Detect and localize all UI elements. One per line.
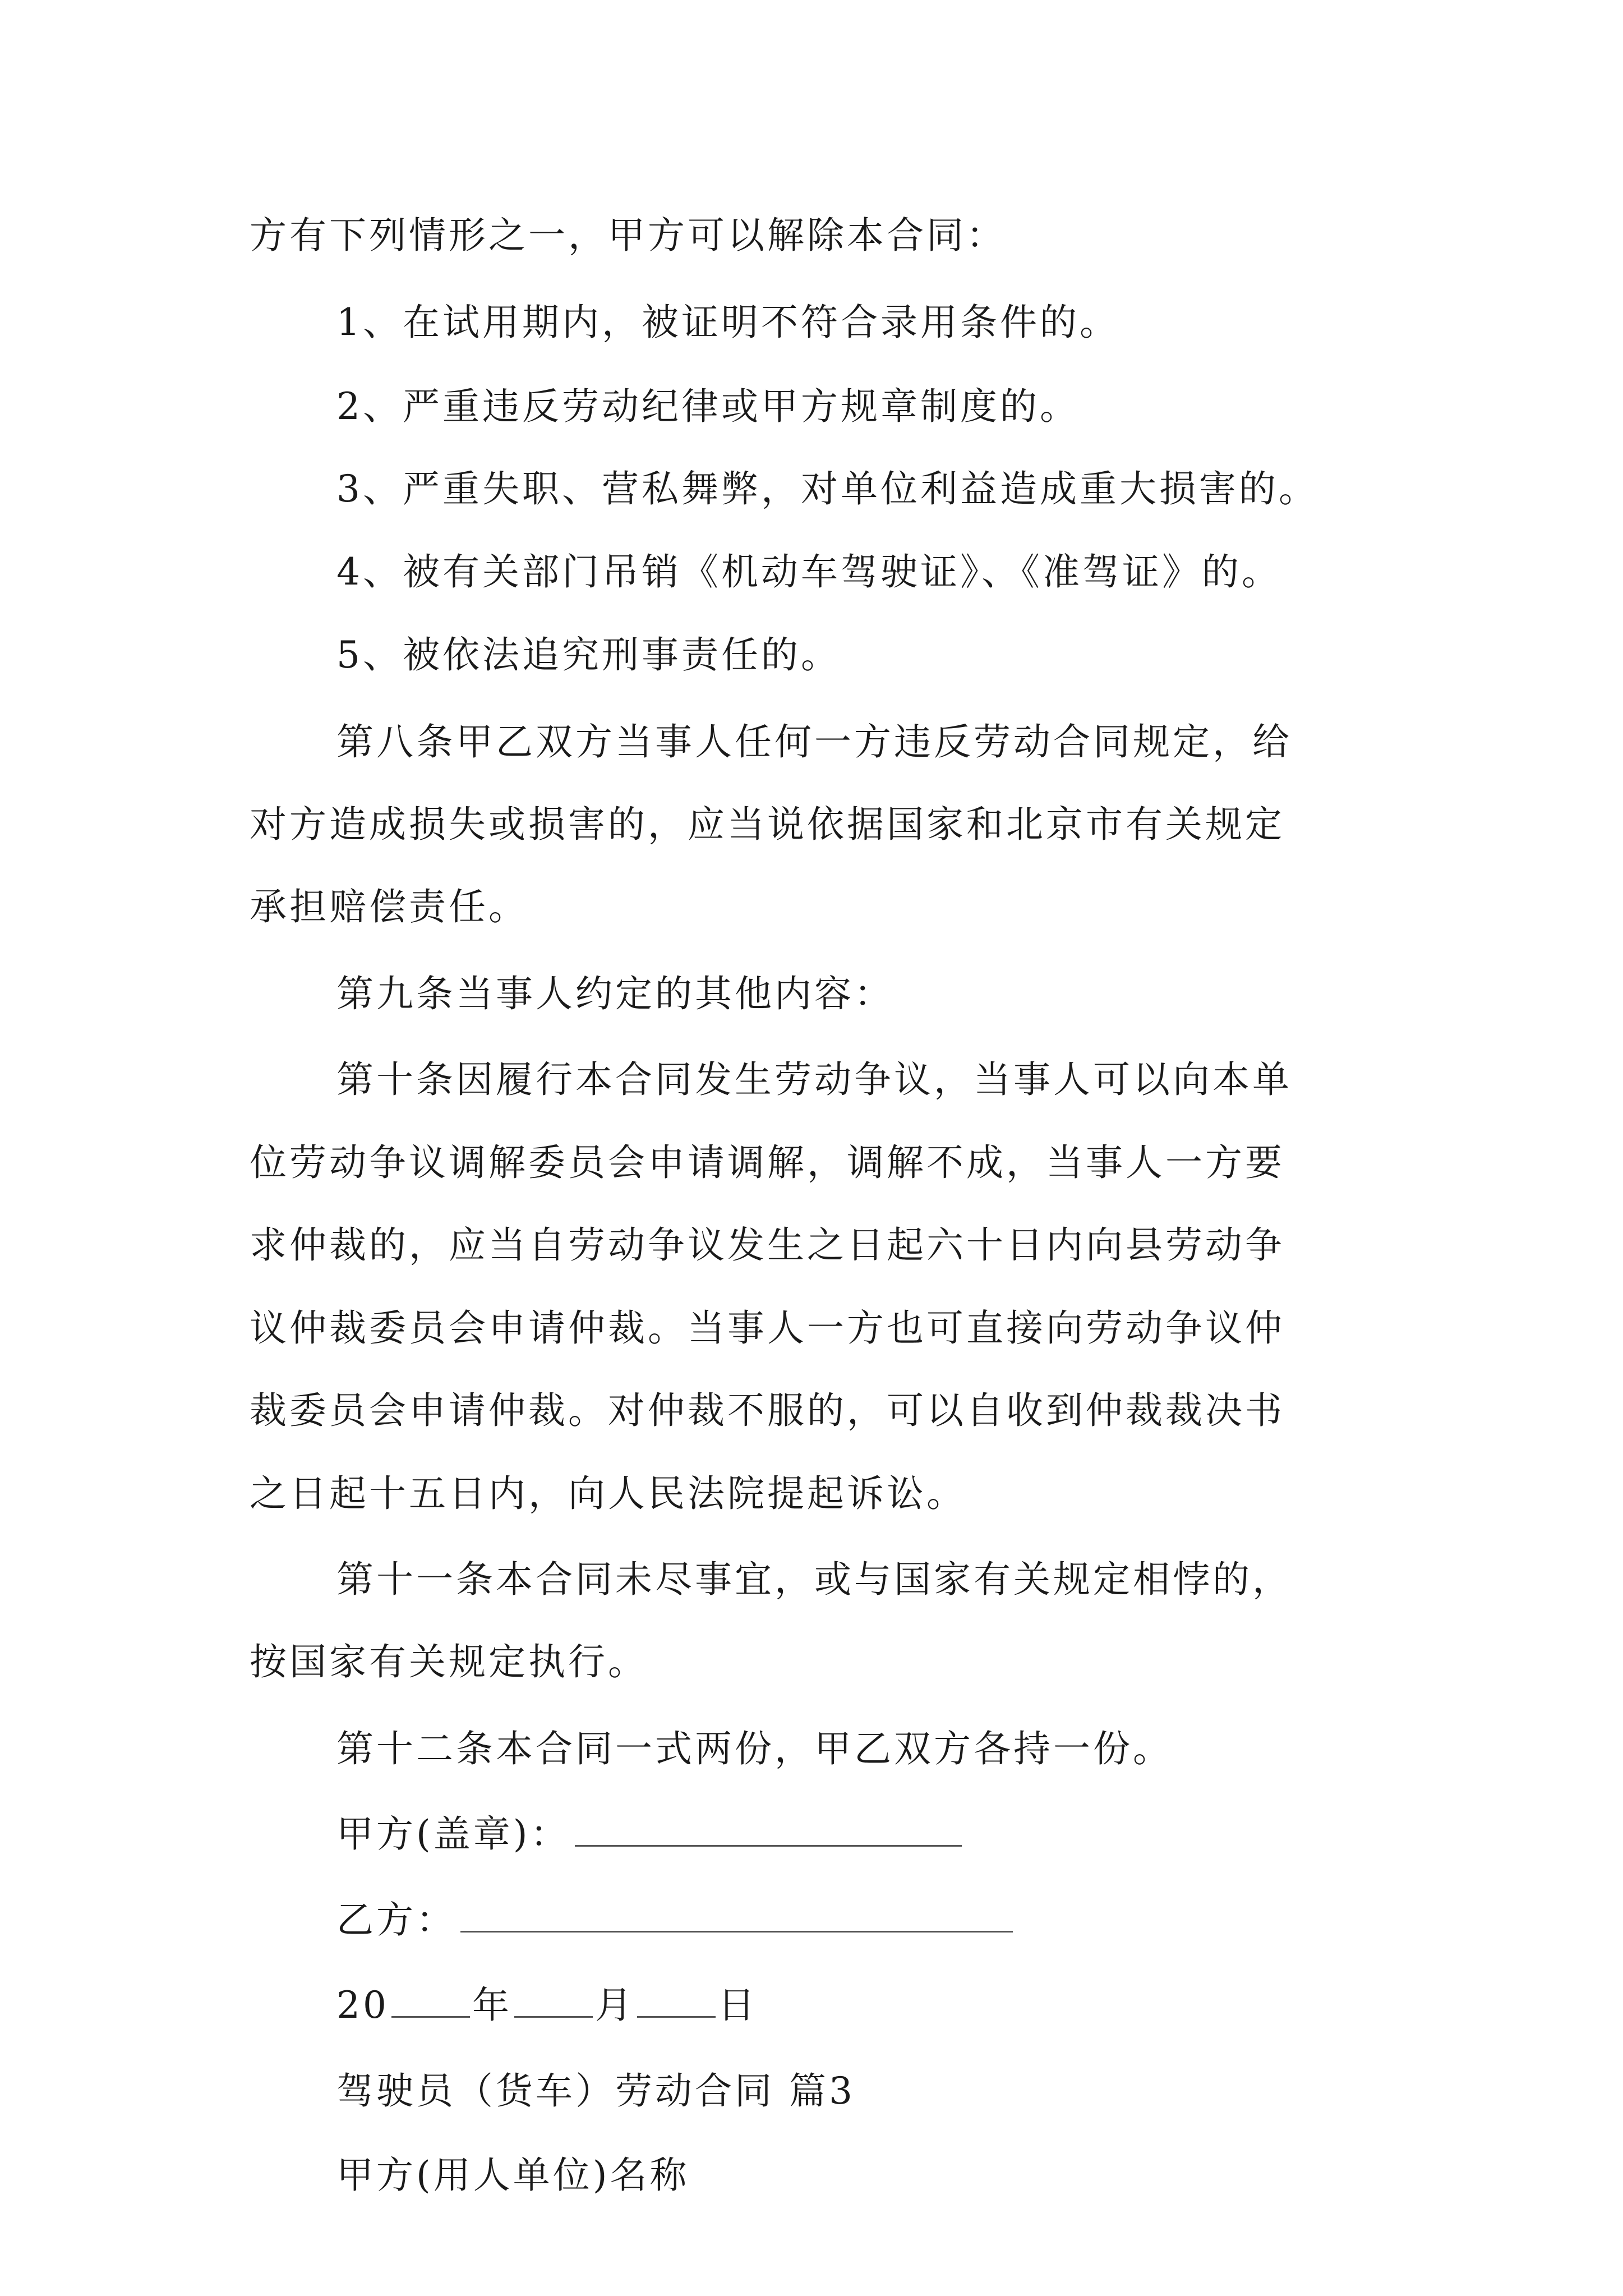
list-item: 5、被依法追究刑事责任的。 [336, 633, 841, 677]
list-item: 2、严重违反劳动纪律或甲方规章制度的。 [336, 385, 1080, 428]
employer-label: 甲方(用人单位)名称 [336, 2154, 690, 2197]
section-title: 驾驶员（货车）劳动合同 篇3 [336, 2069, 855, 2113]
date-month-label: 月 [594, 1984, 635, 2027]
article-12: 第十二条本合同一式两份，甲乙双方各持一份。 [336, 1727, 1173, 1770]
list-item: 4、被有关部门吊销《机动车驾驶证》、《准驾证》的。 [336, 550, 1281, 593]
year-blank [391, 1977, 470, 2018]
article-10-line-6: 之日起十五日内，向人民法院提起诉讼。 [250, 1472, 966, 1515]
date-prefix: 20 [336, 1984, 389, 2027]
article-11-line-1: 第十一条本合同未尽事宜，或与国家有关规定相悖的， [336, 1558, 1292, 1601]
article-8-line-3: 承担赔偿责任。 [250, 885, 528, 928]
date-line [336, 1972, 758, 2039]
article-9: 第九条当事人约定的其他内容： [336, 972, 894, 1015]
article-10-line-3: 求仲裁的，应当自劳动争议发生之日起六十日内向县劳动争 [250, 1223, 1285, 1267]
article-10-line-5: 裁委员会申请仲裁。对仲裁不服的，可以自收到仲裁裁决书 [250, 1389, 1285, 1432]
party-b-blank [460, 1892, 1013, 1932]
list-item: 1、在试用期内，被证明不符合录用条件的。 [336, 301, 1119, 344]
list-item: 3、严重失职、营私舞弊，对单位利益造成重大损害的。 [336, 467, 1318, 510]
party-a-blank [575, 1806, 962, 1847]
party-b-signature [336, 1887, 1017, 1954]
article-10-line-2: 位劳动争议调解委员会申请调解，调解不成，当事人一方要 [250, 1141, 1285, 1184]
party-b-label: 乙方： [336, 1898, 456, 1941]
month-blank [514, 1977, 593, 2018]
day-blank [637, 1977, 716, 2018]
party-a-signature [336, 1801, 966, 1868]
article-8-line-1: 第八条甲乙双方当事人任何一方违反劳动合同规定，给 [336, 720, 1292, 763]
article-10-line-4: 议仲裁委员会申请仲裁。当事人一方也可直接向劳动争议仲 [250, 1306, 1285, 1350]
article-10-line-1: 第十条因履行本合同发生劳动争议，当事人可以向本单 [336, 1058, 1292, 1101]
article-8-line-2: 对方造成损失或损害的，应当说依据国家和北京市有关规定 [250, 803, 1285, 846]
date-day-label: 日 [717, 1984, 758, 2027]
article-11-line-2: 按国家有关规定执行。 [250, 1640, 648, 1683]
party-a-label: 甲方(盖章)： [336, 1812, 570, 1856]
paragraph-line: 方有下列情形之一，甲方可以解除本合同： [250, 214, 1006, 257]
date-year-label: 年 [472, 1984, 512, 2027]
